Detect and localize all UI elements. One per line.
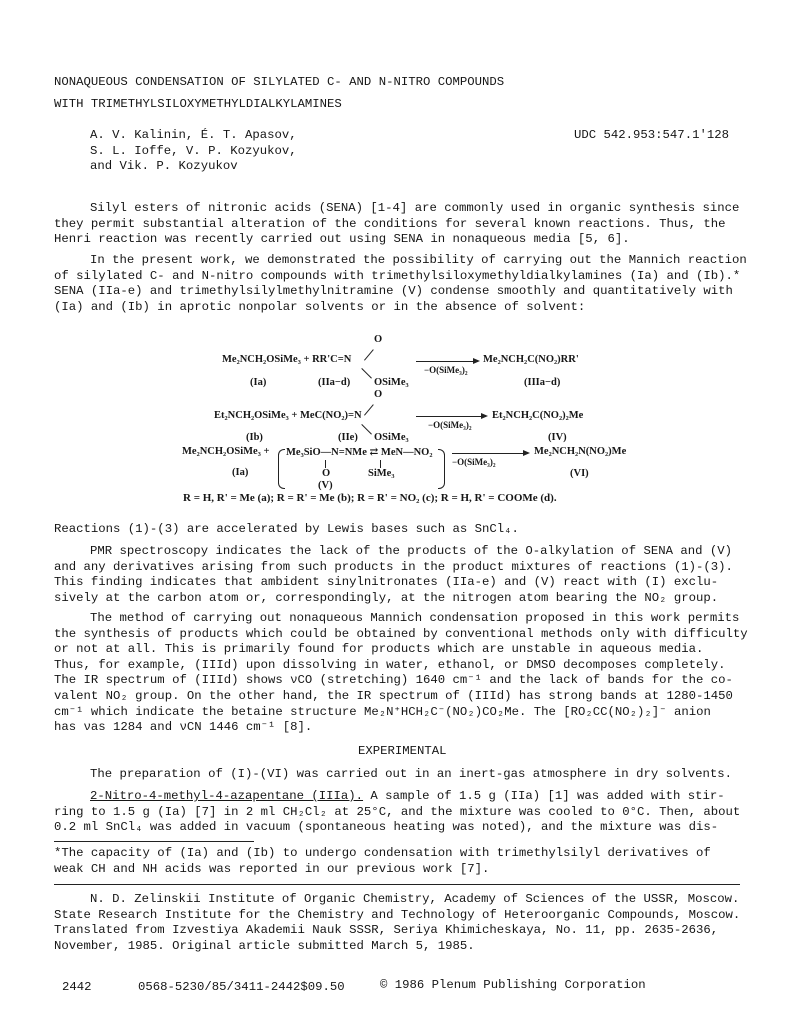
text-line: cm⁻¹ which indicate the betaine structure Me₂N⁺HCH₂C⁻(NO₂)CO₂Me. The [RO₂CC(NO₂)₂]⁻ anion <box>54 704 711 719</box>
intro-paragraph-1 <box>54 201 744 248</box>
text-line: Henri reaction was recently carried out using SENA in nonaqueous media [5, 6]. <box>54 232 630 247</box>
udc-code: UDC 542.953:547.1'128 <box>574 128 729 142</box>
text-line: N. D. Zelinskii Institute of Organic Chemistry, Academy of Sciences of the USSR, Moscow. <box>90 892 740 906</box>
r2-label-ib: (Ib) <box>246 432 263 443</box>
r3-label-vi: (VI) <box>570 468 589 479</box>
scheme-legend: R = H, R' = Me (a); R = R' = Me (b); R = R' = NO₂ (c); R = H, R' = COOMe (d). <box>183 492 557 504</box>
r1-bond-down <box>361 368 372 379</box>
r3-label-ia: (Ia) <box>232 467 249 478</box>
text-line: weak CH and NH acids was reported in our previous work [7]. <box>54 861 490 876</box>
paper-title <box>54 75 504 112</box>
r1-product: Me₂NCH₂C(NO₂)RR' <box>483 354 579 365</box>
title-line-1: NONAQUEOUS CONDENSATION OF SILYLATED C- AND N-NITRO COMPOUNDS <box>54 75 505 89</box>
title-line-2: WITH TRIMETHYLSILOXYMETHYLDIALKYLAMINES <box>54 96 342 111</box>
r2-bond-up <box>364 404 374 415</box>
text-line: November, 1985. Original article submitted March 5, 1985. <box>54 938 475 953</box>
text-span: A sample of 1.5 g (IIa) [1] was added with stir- <box>363 789 725 803</box>
experimental-paragraph-1: The preparation of (I)-(VI) was carried out in an inert-gas atmosphere in dry solvents. <box>90 767 733 781</box>
text-line: SENA (IIa-e) and trimethylsilylmethylnitramine (V) condense smoothly and quantitatively with <box>54 284 733 299</box>
text-line: and any derivatives arising from such products in the product mixtures of reactions (1)-(3). <box>54 559 733 574</box>
text-line: Thus, for example, (IIId) upon dissolving in water, ethanol, or DMSO decomposes completely. <box>54 657 726 672</box>
text-line: has νas 1284 and νCN 1446 cm⁻¹ [8]. <box>54 720 313 735</box>
text-line: *The capacity of (Ia) and (Ib) to undergo condensation with trimethylsilyl derivatives of <box>54 846 711 860</box>
method-paragraph <box>54 611 748 736</box>
author-line: S. L. Ioffe, V. P. Kozyukov, <box>90 143 297 158</box>
affiliation-separator <box>54 884 740 885</box>
section-heading-experimental: EXPERIMENTAL <box>358 744 447 758</box>
author-line: A. V. Kalinin, É. T. Apasov, <box>90 128 297 142</box>
text-line <box>54 789 744 805</box>
r3-label-v: (V) <box>318 480 333 491</box>
r1-osime3: OSiMe₃ <box>374 377 409 388</box>
r2-bond-down <box>361 424 372 435</box>
r1-condition: −O(SiMe₃)₂ <box>424 365 468 375</box>
r3-oxygen: O <box>322 468 331 479</box>
r1-label-iia: (IIa−d) <box>318 377 351 388</box>
r3-product: Me₂NCH₂N(NO₂)Me <box>534 446 627 457</box>
text-line: the synthesis of products which could be obtained by conventional methods only with difficulty <box>54 626 748 641</box>
text-line: State Research Institute for the Chemistry and Technology of Heteroorganic Compounds, Moscow. <box>54 907 741 922</box>
issn-code: 0568-5230/85/3411-2442$09.50 <box>138 980 345 994</box>
footnote <box>54 846 744 877</box>
r3-bracket-right <box>438 449 445 489</box>
r2-arrow <box>416 416 486 417</box>
r2-product: Et₂NCH₂C(NO₂)₂Me <box>492 410 584 421</box>
r1-label-ia: (Ia) <box>250 377 267 388</box>
intro-paragraph-2 <box>54 253 747 315</box>
text-line: Translated from Izvestiya Akademii Nauk SSSR, Seriya Khimicheskaya, No. 11, pp. 2635-2636, <box>54 923 719 938</box>
text-line: (Ia) and (Ib) in aprotic nonpolar solvents or in the absence of solvent: <box>54 299 586 314</box>
r3-bond-o <box>325 460 326 468</box>
copyright-notice: © 1986 Plenum Publishing Corporation <box>380 978 646 992</box>
compound-title: 2-Nitro-4-methyl-4-azapentane (IIIa). <box>90 789 364 803</box>
r3-sime3: SiMe₃ <box>368 468 395 479</box>
r2-reactants: Et₂NCH₂OSiMe₃ + MeC(NO₂)=N <box>214 410 362 421</box>
text-line: The IR spectrum of (IIId) shows νCO (stretching) 1640 cm⁻¹ and the lack of bands for the co- <box>54 673 733 688</box>
r1-oxygen: O <box>374 334 383 345</box>
text-line: Silyl esters of nitronic acids (SENA) [1-4] are commonly used in organic synthesis since <box>90 201 740 215</box>
text-line: valent NO₂ group. On the other hand, the IR spectrum of (IIId) has strong bands at 1280-1450 <box>54 688 733 703</box>
r2-osime3: OSiMe₃ <box>374 432 409 443</box>
author-list <box>90 128 297 175</box>
r2-label-iie: (IIe) <box>338 432 358 443</box>
r3-arrow <box>452 453 528 454</box>
r3-tautomers: Me₃SiO—N=NMe ⇄ MeN—NO₂ <box>286 447 433 458</box>
r1-arrow <box>416 361 478 362</box>
text-line: they permit substantial alteration of the conditions for several known reactions. Thus, the <box>54 216 726 231</box>
experimental-paragraph-2 <box>54 789 744 836</box>
text-line: The method of carrying out nonaqueous Mannich condensation proposed in this work permits <box>90 611 740 625</box>
text-line: In the present work, we demonstrated the possibility of carrying out the Mannich reaction <box>90 253 747 267</box>
r2-condition: −O(SiMe₃)₂ <box>428 420 472 430</box>
affiliation-block <box>54 892 744 954</box>
footnote-separator <box>54 841 254 842</box>
text-line: This finding indicates that ambident sinylnitronates (IIa-e) and (V) react with (I) exclu- <box>54 575 719 590</box>
r3-bracket-left <box>278 449 285 489</box>
r2-label-iv: (IV) <box>548 432 567 443</box>
text-line: of silylated C- and N-nitro compounds with trimethylsiloxymethyldialkylamines (Ia) and (Ib).* <box>54 268 741 283</box>
r3-bond-si <box>380 460 381 468</box>
text-line: PMR spectroscopy indicates the lack of the products of the O-alkylation of SENA and (V) <box>90 544 733 558</box>
page-number: 2442 <box>62 980 92 994</box>
r1-bond-up <box>364 349 374 360</box>
r3-condition: −O(SiMe₃)₂ <box>452 457 496 467</box>
text-line: sively at the carbon atom or, correspondingly, at the nitrogen atom bearing the NO₂ group. <box>54 590 719 605</box>
author-line: and Vik. P. Kozyukov <box>90 159 238 174</box>
text-line: or not at all. This is primarily found for products which are unstable in aqueous media. <box>54 642 704 657</box>
text-line: 0.2 ml SnCl₄ was added in vacuum (spontaneous heating was noted), and the mixture was dis- <box>54 820 719 835</box>
pmr-paragraph <box>54 544 744 606</box>
r2-oxygen: O <box>374 389 383 400</box>
r3-reactant-ia: Me₂NCH₂OSiMe₃ + <box>182 446 270 457</box>
text-line: ring to 1.5 g (Ia) [7] in 2 ml CH₂Cl₂ at 25°C, and the mixture was cooled to 0°C. Then, about <box>54 804 741 819</box>
lewis-base-line: Reactions (1)-(3) are accelerated by Lewis bases such as SnCl₄. <box>54 522 519 536</box>
r1-label-iiia: (IIIa−d) <box>524 377 561 388</box>
r1-reactants: Me₂NCH₂OSiMe₃ + RR'C=N <box>222 354 352 365</box>
